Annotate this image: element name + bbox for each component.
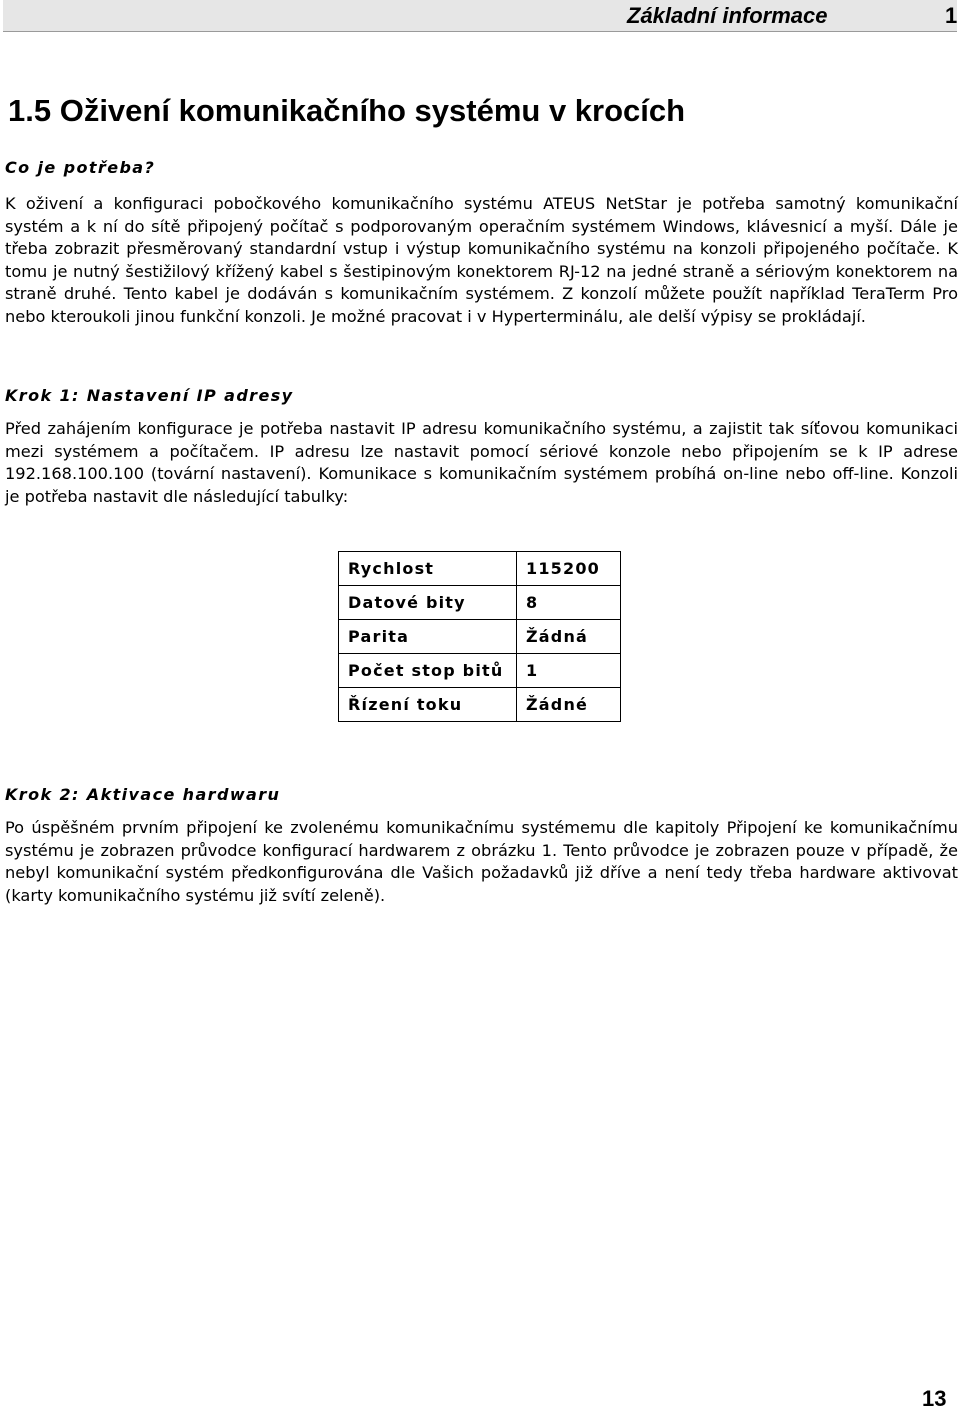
header-title: Základní informace bbox=[627, 3, 828, 28]
setting-name: Rychlost bbox=[339, 552, 517, 586]
setting-name: Parita bbox=[339, 620, 517, 654]
step1-paragraph bbox=[5, 418, 958, 508]
page-number: 13 bbox=[922, 1386, 947, 1411]
intro-paragraph bbox=[5, 193, 958, 328]
intro-sentence: Dále je třeba zobrazit přesměrovaný standardní vstup i výstup komunikačního systému na konzoli připojeného počítače. bbox=[5, 216, 958, 258]
setting-value: 115200 bbox=[517, 552, 621, 586]
step1-heading: Krok 1: Nastavení IP adresy bbox=[5, 386, 294, 405]
intro-sentence: K oživení a konfiguraci pobočkového komunikačního systému ATEUS NetStar je potřeba samotný komunikační systém a k ní do sítě připojený počítač s podporovaným operačním systémem Windows, klávesnicí a myší. bbox=[5, 194, 958, 236]
table-row bbox=[339, 552, 621, 586]
intro-heading: Co je potřeba? bbox=[5, 158, 156, 177]
setting-name: Řízení toku bbox=[339, 688, 517, 722]
table-row bbox=[339, 688, 621, 722]
step2-paragraph bbox=[5, 817, 958, 907]
step1-sentence: Konzoli je potřeba nastavit dle následující tabulky: bbox=[5, 464, 958, 506]
table-row bbox=[339, 586, 621, 620]
step2-heading: Krok 2: Aktivace hardwaru bbox=[5, 785, 281, 804]
step2-sentence: Tento průvodce je zobrazen pouze v případě, že nebyl komunikační systém předkonfigurována dle Vašich požadavků již dříve a není tedy třeba hardware aktivovat (karty komunikačního systému již svítí zeleně). bbox=[5, 840, 958, 905]
setting-value: Žádná bbox=[517, 620, 621, 654]
setting-name: Datové bity bbox=[339, 586, 517, 620]
step1-sentence: Komunikace s komunikačním systémem probíhá on-line nebo off-line. bbox=[318, 464, 894, 483]
console-settings-table bbox=[338, 551, 621, 722]
intro-sentence: Z konzolí můžete použít například TeraTerm Pro nebo kteroukoli jinou funkční konzoli. bbox=[5, 284, 958, 326]
setting-value: Žádné bbox=[517, 688, 621, 722]
section-title: 1.5 Oživení komunikačního systému v krocích bbox=[8, 93, 686, 128]
intro-sentence: Tento kabel je dodáván s komunikačním systémem. bbox=[123, 284, 555, 303]
page-header bbox=[3, 0, 957, 32]
intro-sentence: K tomu je nutný šestižilový křížený kabel s šestipinovým konektorem RJ-12 na jedné straně a sériovým konektorem na straně druhé. bbox=[5, 239, 958, 303]
step2-sentence: Po úspěšném prvním připojení ke zvolenému komunikačnímu systémemu dle kapitoly Připojení ke komunikačnímu systému je zobrazen průvodce konfigurací hardwarem z obrázku 1. bbox=[5, 818, 958, 860]
table-row bbox=[339, 654, 621, 688]
step1-sentence: Před zahájením konfigurace je potřeba nastavit IP adresu komunikačního systému, a zajistit tak síťovou komunikaci mezi systémem a počítačem. bbox=[5, 419, 958, 461]
setting-value: 1 bbox=[517, 654, 621, 688]
intro-sentence: Je možné pracovat i v Hyperterminálu, ale delší výpisy se prokládají. bbox=[311, 306, 866, 326]
header-chapter-number: 1 bbox=[945, 3, 958, 28]
table-row bbox=[339, 620, 621, 654]
setting-value: 8 bbox=[517, 586, 621, 620]
setting-name: Počet stop bitů bbox=[339, 654, 517, 688]
step1-sentence: IP adresu lze nastavit pomocí sériové konzole nebo připojením se k IP adrese 192.168.100.100 (tovární nastavení). bbox=[5, 441, 958, 483]
